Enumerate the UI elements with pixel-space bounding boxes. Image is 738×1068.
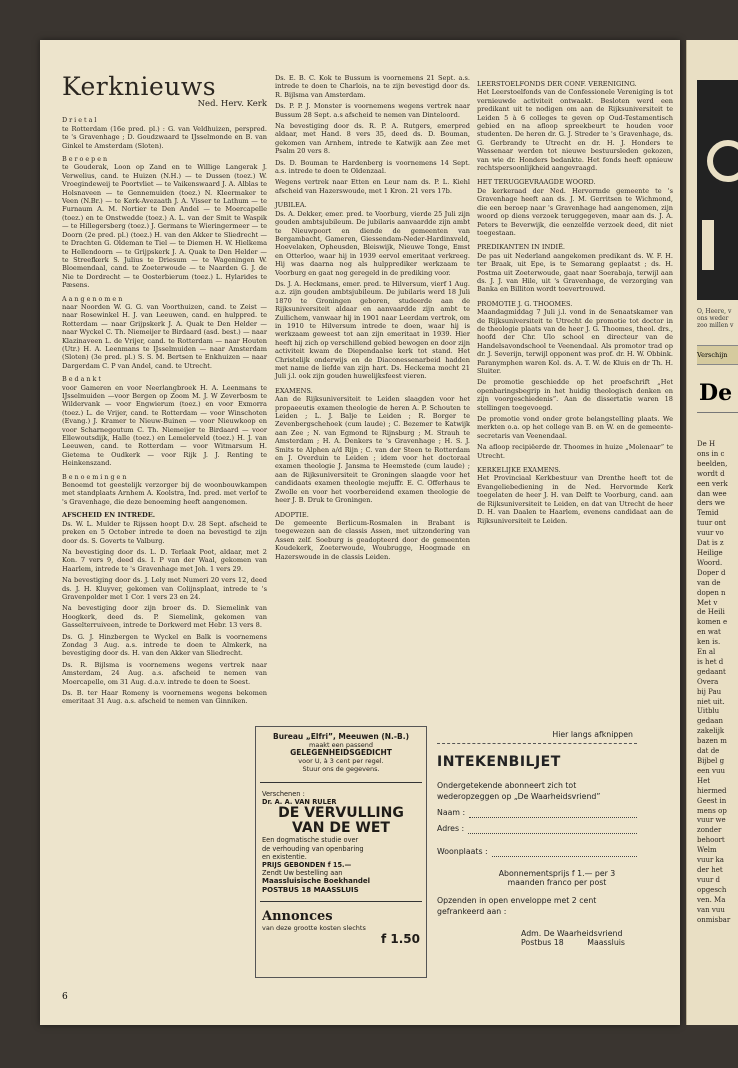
article-line: Bijbel g <box>697 757 725 765</box>
place-label: Woonplaats : <box>437 847 488 856</box>
paragraph: De promotie geschiedde op het proefschrift „Het openbaringsbegrip in het huidig theologisch denken en zijn voorgeschiedenis”. Aan de dissertatie waren 18 stellingen toegevoegd. <box>477 378 673 412</box>
column-3-body <box>477 80 673 525</box>
section-heading: EXAMENS. <box>275 386 313 395</box>
article-line: bazen m <box>697 737 727 746</box>
article-line: en wat <box>697 628 721 637</box>
article-line: dopen n <box>697 588 726 597</box>
paragraph: De pas uit Nederland aangekomen predikant ds. W. F. H. ter Braak, uit Epe, is te Semarang geplaatst ; ds. H. Postma uit Zoeterwoude, gaat naar Soerabaja, terwijl aan ds. J. J. van Hile, uit 's Gravenhage, de verzorging van Banka en Billiton wordt toevertrouwd. <box>477 251 673 294</box>
section-heading: ADOPTIE. <box>275 510 309 519</box>
section-heading: Bedankt <box>62 375 103 384</box>
section-heading: Aangenomen <box>62 294 125 303</box>
section-heading: PROMOTIE J. G. THOOMES. <box>477 299 573 308</box>
return-address <box>437 929 637 947</box>
ad-order: Zendt Uw bestelling aan <box>262 869 343 878</box>
ad-book <box>256 786 426 898</box>
paragraph: Ds. B. ter Haar Romeny is voornemens wegens bekomen emeritaat 31 Aug. a.s. afscheid te nemen van Ginniken. <box>62 689 267 706</box>
paragraph: Het Provinciaal Kerkbestuur van Drenthe heeft tot de Evangeliebediening in de Ned. Hervormde Kerk toegelaten de heer J. H. van Delft te Voorburg, cand. aan de Rijksuniversiteit te Leiden, en dat van Utrecht de heer D. H. van Daalen te Haarlem, evenens candidaat aan de Rijksuniversiteit te Leiden. <box>477 474 673 525</box>
paragraph: De kerkeraad der Ned. Hervormde gemeente te 's Gravenhage heeft aan ds. J. M. Gerritsen te Wichmond, die een beroep naar 's Gravenhage had aangenomen, zijn woord op diens verzoek teruggegeven, maar aan ds. J. A. Peters te Beverwijk, die eenzelfde verzoek deed, dit niet toegestaan. <box>477 186 673 237</box>
article-line: zonder <box>697 826 722 835</box>
page-subtitle: Ned. Herv. Kerk <box>197 99 267 109</box>
ad-desc: Een dogmatische studie over <box>262 836 359 845</box>
form-title: INTEKENBILJET <box>437 754 561 770</box>
name-label: Naam : <box>437 808 466 817</box>
article-line: mens op <box>697 806 727 815</box>
paragraph: Ds. R. Bijlsma is voornemens wegens vertrek naar Amsterdam, 24 Aug. a.s. afscheid te nemen van Moercapelle, om 31 Aug. d.a.v. intrede te doen te Soest. <box>62 660 267 686</box>
ad-annonces-price: f 1.50 <box>380 931 420 946</box>
column-1 <box>62 74 267 709</box>
address-label: Adres : <box>437 824 465 833</box>
article-line: Uitblu <box>697 707 720 716</box>
article-line: ken is. <box>697 638 721 647</box>
caption-line: O, Heere, v <box>697 308 732 315</box>
address-field[interactable] <box>437 823 637 834</box>
paragraph: Ds. A. Dekker, emer. pred. te Voorburg, vierde 25 Juli zijn gouden ambtsjubileum. De jubilaris aanvaardde zijn ambt te Nieuwpoort en diende de gemeenten van Bergambacht, Gameren, Giessendam-Neder-Hardinxveld, Hoevelaken, Opheusden, Bleiswijk, Nieuwe Tonge, Emst en Otterloo, waar hij in 1939 eervol emeritaat verkreeg. Hij was daarna nog als hulpprediker werkzaam te Voorburg en gaat nog geregeld in de prediking voor. <box>275 209 470 277</box>
name-field[interactable] <box>437 807 637 818</box>
article-line: een vuu <box>697 766 725 775</box>
column-1-body <box>62 116 267 705</box>
ad-annonces-title: Annonces <box>262 908 333 924</box>
paragraph: Wegens vertrek naar Etten en Leur nam ds. P. L. Kiehl afscheid van Hazerswoude, met 1 Kron. 21 vers 17b. <box>275 178 470 195</box>
article-line: der het <box>697 865 723 874</box>
caption-line: zoo millen v <box>697 322 734 329</box>
article-line: hiermed <box>697 786 727 795</box>
article-line: En al <box>697 648 716 657</box>
article-line: De H <box>697 440 716 448</box>
article-line: ders we <box>697 499 725 508</box>
address-recipient: Adm. De Waarheidsvriend <box>521 929 623 938</box>
advertisement-box <box>255 726 427 978</box>
subscription-price <box>477 869 637 887</box>
paragraph: Benoemd tot geestelijk verzorger bij de woonbouwkampen met standplaats Arnhem A. Koolstra, Ind. pred. met verlof te 's Gravenhage, die deze benoeming heeft aangenomen. <box>62 481 267 506</box>
paragraph: Ds. D. Bouman te Hardenberg is voornemens 14 Sept. a.s. intrede te doen te Oldenzaal. <box>275 158 470 176</box>
caption-line: ons weder <box>697 315 729 322</box>
section-heading: AFSCHEID EN INTREDE. <box>62 511 156 520</box>
ad-price: PRIJS GEBONDEN f 15.— <box>262 861 352 870</box>
article-line: gedaan <box>697 717 723 726</box>
address-city: Maassluis <box>587 938 625 947</box>
article-line: ven. Ma <box>697 895 726 904</box>
ad-book-title-1: DE VERVULLING <box>278 805 404 822</box>
article-body <box>697 440 738 925</box>
price-line-2: maanden franco per post <box>507 878 607 887</box>
article-line: vuur ka <box>697 856 724 865</box>
paragraph: De gemeente Berlicum-Rosmalen in Brabant is toegewezen aan de classis Assen, met uitzondering van Assen zelf. Soeburg is geadopteerd door de gemeenten Koudekerk, Zoeterwoude, Woubrugge, Hoogmade en Hazerswoude in de classis Leiden. <box>275 518 470 561</box>
section-heading: JUBILEA. <box>275 201 307 210</box>
paragraph: Na bevestiging door ds. J. Lely met Numeri 20 vers 12, deed ds. J. H. Kluyver, gekomen van Colijnsplaat, intrede te 's Gravenpolder met 1 Cor. 1 vers 23 en 24. <box>62 576 267 601</box>
article-line: vuur vo <box>697 529 724 538</box>
article-line: Dat is z <box>697 539 724 548</box>
article-line: komen e <box>697 618 728 627</box>
adjacent-page-edge <box>686 40 738 1025</box>
place-field[interactable] <box>437 846 637 857</box>
article-line: Overa <box>697 677 719 686</box>
article-line: wordt d <box>697 469 725 478</box>
article-line: opgesch <box>697 885 727 894</box>
article-line: behoort <box>697 836 725 845</box>
article-line: ons in c <box>697 449 725 458</box>
paragraph: Aan de Rijksuniversiteit te Leiden slaagden voor het propaeeutis examen theologie de heren A. P. Schouten te Leiden ; L. J. Balje te Leiden ; R. Borger te Zevenbergschehoek (cum laude) ; C. Bezemer te Katwijk aan Zee ; N. van Egmond te Rijnsburg ; M. Strauh te Amsterdam ; H. A. Denkers te 's Gravenhage ; H. S. J. Smits te Alphen a/d Rijn ; C. van der Steen te Rotterdam en J. Overduin te Leiden ; idem voor het doctoraal examen theologie J. Jansma te Heemstede (cum laude) ; aan de Rijksuniversiteit te Groningen slaagde voor het candidaats examen theologie mejuffr. E. C. Offerhaus te Zwolle en voor het voorbereidend examen theologie de heer J. B. Druk te Groningen. <box>275 395 470 505</box>
paragraph: te Rotterdam (16e pred. pl.) : G. van Veldhuizen, perspred. te 's Gravenhage ; D. Goudzwaard te IJsselmonde en B. van Ginkel te Amsterdam (Sloten). <box>62 124 267 150</box>
section-heading: PREDIKANTEN IN INDIË. <box>477 243 566 252</box>
page-number: 6 <box>62 992 68 1002</box>
ad-line: voor U, à 3 cent per regel. <box>298 757 384 765</box>
article-line: Welm <box>697 846 717 855</box>
section-heading: HET TERUGGEVRAAGDE WOORD. <box>477 178 596 187</box>
article-line: Het <box>697 776 711 785</box>
article-line: zakelijk <box>697 727 725 736</box>
article-line: van vuu <box>697 905 725 914</box>
paragraph: Ds. J. A. Heckmans, emer. pred. te Hilversum, vierf 1 Aug. a.z. zijn gouden ambtsjubileum. De jubilaris werd 18 Juli 1870 te Groningen geboren, studeerde aan de Rijksuniversiteit aldaar en aanvaardde zijn ambt te Zuilichem, vanwaar hij in 1901 naar Leerdam vertrok, om in 1910 te Hilversum intrede te doen, waar hij is werkzaam geweest tot aan zijn emeritaat in 1939. Hier heeft hij zich op verschillend gebied bewogen en door zijn activiteit kwam de Diependaalse kerk tot stand. Het Christelijk onderwijs en de Diaconessenarbeid hadden met name de liefde van zijn hart. Ds. Heckema mocht 21 Juli j.l. ook zijn gouden huwelijksfeest vieren. <box>275 279 470 381</box>
article-line: bij Pau <box>697 687 722 696</box>
article-heading: De <box>699 380 733 406</box>
paragraph: De promotie vond onder grote belangstelling plaats. We merkten o.a. op het college van B. en W. en de gemeente-secretaris van Veenendaal. <box>477 415 673 440</box>
section-heading: LEERSTOELFONDS DER CONF. VERENIGING. <box>477 80 637 88</box>
price-line-1: Abonnementsprijs f 1.— per 3 <box>498 869 616 878</box>
paragraph: Het Leerstoelfonds van de Confessionele Vereniging is tot vernieuwde activiteit ontwaakt. Besloten werd een predikant uit te nodigen om aan de Rijksuniversiteit te Leiden 5 à 6 colleges te geven op Oud-Testamentisch gebied en na afloop spreekbeurt te houden voor studenten. De heren dr. G. J. Streder te 's Gravenhage, ds. G. Gerbrandy te Utrecht en dr. H. J. Honders te Wassenaar werden tot nieuwe bestuursleden gekozen, van wie dr. Honders bedankte. Het fonds heeft opnieuw rechtspersoonlijkheid aangevraagd. <box>477 88 673 173</box>
ad-annonces-sub: van deze grootte kosten slechts <box>262 923 366 932</box>
article-line: van de <box>697 578 721 587</box>
paragraph: Ds. W. L. Mulder te Rijssen hoopt D.v. 28 Sept. afscheid te preken en 5 October intrede te doen na bevestigd te zijn door ds. S. Goverts te Valburg. <box>62 519 267 545</box>
paragraph: te Gouderak, Loon op Zand en te Willige Langerak J. Verwelius, cand. te Huizen (N.H.) — te Dussen (toez.) W. Vroegindeweij te Poortvliet — te Vaikenswaard J. A. Alblas te Holsnaveen — te Gennemuiden (toez.) N. Kleermaker te Veen (N.Br.) — te Kerk-Avezaath J. A. Visser te Lathum — te Furnaum A. M. Nortier te Den Andel — te Moercapelle (toez.) en te Onstwedde (toez.) A. L. van der Smit te Waspik — te Hillegersberg (toez.) J. Germans te Wieringermeer — te Doorn (2e pred. pl.) (toez.) H. van den Akker te Sliedrecht — te Drachten G. Oldeman te Tiel — te Diemen H. W. Hielkema te Hellendoorn — te Grijpskerk J. A. Quak te Den Helder — te Streefkerk S. Julius te Driesum — te Wageningen W. Bloemendaal, cand. te Zoeterwoude — te Naarden G. J. de Nie te Dordrecht — te Oosterbierum (toez.) L. Hylarides te Pæsens. <box>62 163 267 290</box>
paragraph: Na bevestiging door ds. R. P. A. Rutgers, emerpred aldaar, met Hand. 8 vers 35, deed ds. D. Bouman, gekomen van Arnhem, intrede te Katwijk aan Zee met Psalm 20 vers 8. <box>275 122 470 156</box>
article-line: is het d <box>697 657 724 666</box>
paragraph: Ds. G. J. Hinzbergen te Wyckel en Balk is voornemens Zondag 3 Aug. a.s. intrede te doen te Almkerk, na bevestiging door ds. H. van den Akker van Sliedrecht. <box>62 632 267 658</box>
article-line: tuur ont <box>697 519 726 528</box>
ad-poem-service <box>256 727 426 779</box>
cut-here-label: Hier langs afknippen <box>552 730 633 739</box>
ad-poem-title: GELEGENHEIDSGEDICHT <box>290 748 392 757</box>
article-line: onmisbar <box>697 915 731 924</box>
paragraph: Na afloop recipiëerde dr. Thoomes in huize „Molenaar” te Utrecht. <box>477 443 673 460</box>
article-line: vuur we <box>697 816 726 825</box>
section-heading: KERKELIJKE EXAMENS. <box>477 466 561 475</box>
article-line: dan wee <box>697 489 727 498</box>
ad-author: Dr. A. A. VAN RULER <box>262 798 337 807</box>
section-heading: Benoemingen <box>62 472 129 481</box>
section-heading: Beroepen <box>62 155 110 164</box>
article-line: Woord. <box>697 558 723 567</box>
ad-book-title-2: VAN DE WET <box>292 820 390 837</box>
article-line: Doper d <box>697 568 726 577</box>
column-2 <box>275 74 470 564</box>
woodcut-illustration <box>697 80 738 300</box>
paragraph: voor Gameren en voor Neerlangbroek H. A. Leenmans te IJsselmuiden —voor Bergen op Zoom M. J. W Zeverbosm te Wildervank — voor Engwierum (toez.) en voor Exmorra (toez.) L. de Vrijer, cand. te Rotterdam — voor Winschoten (Evang.) J. Kramer te Nieuw-Buinen — voor Nieuwkoop en voor Scharnegoutum C. Th. Niemeijer te Birdaard — voor Ellewoutsdijk, Halle (toez.) en Lemelerveld (toez.) H. J. van Leeuwen, cand. te Rotterdam — voor Witmarsum H. Gietema te Oudkerk — voor Rijk J. J. Renting te Heinkenszand. <box>62 383 267 468</box>
ad-bureau-name: Bureau „Elfri”, Meeuwen (N.-B.) <box>273 732 409 741</box>
ad-shop-address: POSTBUS 18 MAASSLUIS <box>262 885 359 894</box>
paragraph: Na bevestiging door ds. L. D. Terlaak Poot, aldaar, met 2 Kon. 7 vers 9, deed ds. I. P van der Waal, gekomen van Haarlem, intrede te 's Gravenhage met Joh. 1 vers 29. <box>62 547 267 573</box>
section-heading: Drietal <box>62 116 99 125</box>
form-intro: Ondergetekende abonneert zich tot wederopzeggen op „De Waarheidsvriend” <box>437 781 601 801</box>
paragraph: Ds. E. B. C. Kok te Bussum is voornemens 21 Sept. a.s. intrede te doen te Charlois, na te zijn bevestigd door ds. R. Bijlsma van Amsterdam. <box>275 74 470 99</box>
newspaper-page <box>40 40 680 1025</box>
column-2-body <box>275 74 470 561</box>
ad-line: maakt een passend <box>309 741 373 749</box>
ad-annonces <box>256 905 426 946</box>
article-line: de Heili <box>697 608 725 617</box>
article-line: niet uit. <box>697 697 725 706</box>
article-line: dat de <box>697 747 720 756</box>
article-line: een verk <box>697 479 728 488</box>
column-3 <box>477 74 673 528</box>
ad-published-label: Verschenen : <box>262 790 305 798</box>
ad-shop: Maassluisische Boekhandel <box>262 877 370 886</box>
paragraph: naar Noorden W. G. G. van Voorthuizen, cand. te Zeist — naar Rosewinkel H. J. van Leeuwen, cand. en hulppred. te Rotterdam — naar Grijpskerk J. A. Quak te Den Helder — naar Wyckel C. Th. Niemeijer te Birdaard (asd. best.) — naar Klazinaveen L. de Vrijer, cand. te Rotterdam — naar Houten (Utr.) H. A. Leenmans te IJsselmuiden — naar Amsterdam (Sloten) (3e pred. pl.) S. S. M. Bertsen te Enkhuizen — naar Dargerdam C. P van Andel, cand. te Utrecht. <box>62 302 267 370</box>
article-line: gedaant <box>697 667 726 676</box>
article-line: vuur d <box>697 875 721 884</box>
article-line: Geest in <box>697 796 727 805</box>
ad-desc: en existentie. <box>262 852 307 861</box>
paragraph: Ds. P. P. J. Monster is voornemens wegens vertrek naar Bussum 28 Sept. a.s afscheid te nemen van Dinteloord. <box>275 102 470 119</box>
masthead-bar: Verschijn <box>697 345 738 365</box>
envelope-instruction: Opzenden in open enveloppe met 2 cent gefrankeerd aan : <box>437 896 597 916</box>
paragraph: Na bevestiging door zijn broer ds. D. Siemelink van Hoogkerk, deed ds. P. Siemelink, gekomen van Gasselterruiveen, intrede te Dorkwerd met Hebr. 13 vers 8. <box>62 604 267 630</box>
article-line: Met v <box>697 598 718 607</box>
article-line: Temid <box>697 509 719 518</box>
article-line: beelden, <box>697 459 728 468</box>
ad-desc: de verhouding van openbaring <box>262 844 364 853</box>
article-line: Heilige <box>697 548 723 557</box>
paragraph: Maandagmiddag 7 Juli j.l. vond in de Senaatskamer van de Rijksuniversiteit te Utrecht de promotie tot doctor in de theologie plaats van de heer J. G. Thoomes, theol. drs., hoofd der Chr. Ulo school en directeur van de Handelsavondschool te Veenendaal. Als promotor trad op dr. J. Severijn, terwijl opponent was prof. dr. H. W. Obbink. Paranymphen waren Kol. ds. A. T. W. de Kluis en dr Th. H. Sluiter. <box>477 308 673 375</box>
address-pobox: Postbus 18 <box>521 938 564 947</box>
page-title: Kerknieuws <box>62 72 217 101</box>
subscription-form <box>437 726 637 976</box>
ad-line: Stuur ons de gegevens. <box>302 765 380 773</box>
